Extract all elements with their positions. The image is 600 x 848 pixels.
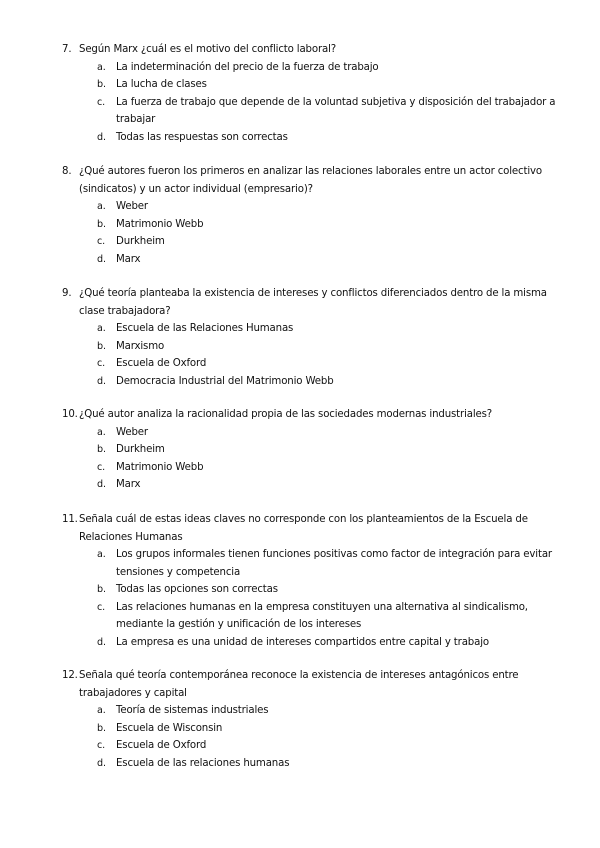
question-text: Señala cuál de estas ideas claves no corresponde con los planteamientos de la Escuela de Relaciones Humanas xyxy=(79,514,528,543)
question-heading xyxy=(62,406,562,424)
answer-option-a xyxy=(62,320,562,338)
option-letter: c. xyxy=(97,236,106,247)
option-letter: a. xyxy=(97,61,106,73)
option-text: La lucha de clases xyxy=(116,79,207,90)
option-letter: a. xyxy=(97,426,106,438)
answer-option-a xyxy=(62,198,562,216)
answer-option-d xyxy=(62,251,562,269)
option-text: La indeterminación del precio de la fuerza de trabajo xyxy=(116,61,379,73)
option-text: Escuela de las relaciones humanas xyxy=(116,757,290,769)
option-letter: d. xyxy=(97,757,106,769)
option-letter: a. xyxy=(97,705,106,716)
question-7 xyxy=(62,41,562,146)
option-letter: c. xyxy=(97,461,106,473)
answer-option-c xyxy=(62,233,562,251)
answer-option-c xyxy=(62,599,562,634)
option-letter: d. xyxy=(97,253,106,265)
question-text: Según Marx ¿cuál es el motivo del conflicto laboral? xyxy=(79,44,337,55)
question-heading xyxy=(62,163,562,198)
answer-option-a xyxy=(62,702,562,720)
answer-options xyxy=(62,320,562,390)
question-number: 8. xyxy=(62,166,72,177)
question-10 xyxy=(62,406,562,494)
question-number: 9. xyxy=(62,288,72,299)
answer-option-b xyxy=(62,581,562,599)
answer-options xyxy=(62,702,562,772)
question-number: 12. xyxy=(62,670,78,681)
option-text: Durkheim xyxy=(116,444,165,455)
option-letter: b. xyxy=(97,722,106,734)
option-text: Todas las respuestas son correctas xyxy=(116,131,288,143)
question-heading xyxy=(62,41,562,59)
option-text: Escuela de Oxford xyxy=(116,740,207,751)
answer-option-c xyxy=(62,355,562,373)
option-text: Marx xyxy=(116,253,141,265)
question-8 xyxy=(62,163,562,268)
option-text: Las relaciones humanas en la empresa constituyen una alternativa al sindicalismo, mediante la gestión y unificación de los intereses xyxy=(116,601,528,630)
answer-options xyxy=(62,424,562,494)
option-letter: a. xyxy=(97,323,106,334)
question-number: 7. xyxy=(62,44,72,55)
answer-option-a xyxy=(62,546,562,581)
question-heading xyxy=(62,667,562,702)
answer-option-b xyxy=(62,441,562,459)
answer-option-d xyxy=(62,476,562,494)
option-text: Matrimonio Webb xyxy=(116,461,204,473)
question-12 xyxy=(62,667,562,772)
option-letter: b. xyxy=(97,79,106,90)
option-text: Escuela de Wisconsin xyxy=(116,722,223,734)
question-text: Señala qué teoría contemporánea reconoce la existencia de intereses antagónicos entre trabajadores y capital xyxy=(79,670,519,699)
option-letter: b. xyxy=(97,584,106,595)
option-letter: b. xyxy=(97,218,106,230)
option-letter: c. xyxy=(97,358,106,369)
option-text: La fuerza de trabajo que depende de la voluntad subjetiva y disposición del trabajador a trabajar xyxy=(116,96,556,125)
answer-option-b xyxy=(62,216,562,234)
option-letter: c. xyxy=(97,96,106,108)
answer-option-d xyxy=(62,755,562,773)
option-text: Marxismo xyxy=(116,340,165,352)
option-text: Weber xyxy=(116,201,148,212)
option-text: La empresa es una unidad de intereses compartidos entre capital y trabajo xyxy=(116,636,489,648)
option-text: Weber xyxy=(116,426,148,438)
answer-option-b xyxy=(62,338,562,356)
option-letter: d. xyxy=(97,131,106,143)
option-text: Matrimonio Webb xyxy=(116,218,204,230)
question-heading xyxy=(62,511,562,546)
question-number: 10. xyxy=(62,409,78,420)
option-letter: b. xyxy=(97,444,106,455)
answer-option-b xyxy=(62,720,562,738)
answer-option-d xyxy=(62,373,562,391)
option-letter: d. xyxy=(97,479,106,490)
answer-option-d xyxy=(62,129,562,147)
option-text: Democracia Industrial del Matrimonio Webb xyxy=(116,375,334,387)
question-heading xyxy=(62,285,562,320)
answer-options xyxy=(62,546,562,651)
answer-options xyxy=(62,198,562,268)
question-11 xyxy=(62,511,562,651)
option-letter: c. xyxy=(97,601,106,613)
answer-option-c xyxy=(62,459,562,477)
option-letter: b. xyxy=(97,340,106,352)
option-text: Escuela de Oxford xyxy=(116,358,207,369)
answer-option-a xyxy=(62,424,562,442)
question-9 xyxy=(62,285,562,390)
option-letter: c. xyxy=(97,740,106,751)
option-text: Los grupos informales tienen funciones positivas como factor de integración para evitar tensiones y competencia xyxy=(116,549,552,578)
question-number: 11. xyxy=(62,514,78,525)
question-text: ¿Qué autor analiza la racionalidad propia de las sociedades modernas industriales? xyxy=(79,409,493,420)
answer-option-c xyxy=(62,737,562,755)
option-letter: d. xyxy=(97,636,106,648)
answer-option-c xyxy=(62,94,562,129)
option-text: Escuela de las Relaciones Humanas xyxy=(116,323,294,334)
question-text: ¿Qué teoría planteaba la existencia de intereses y conflictos diferenciados dentro de la misma clase trabajadora? xyxy=(79,288,547,317)
option-text: Durkheim xyxy=(116,236,165,247)
option-text: Marx xyxy=(116,479,141,490)
option-letter: a. xyxy=(97,201,106,212)
option-letter: a. xyxy=(97,549,106,560)
answer-options xyxy=(62,59,562,147)
option-text: Todas las opciones son correctas xyxy=(116,584,278,595)
option-text: Teoría de sistemas industriales xyxy=(116,705,269,716)
answer-option-a xyxy=(62,59,562,77)
question-text: ¿Qué autores fueron los primeros en analizar las relaciones laborales entre un actor colectivo (sindicatos) y un actor individual (empresario)? xyxy=(79,166,542,195)
answer-option-d xyxy=(62,634,562,652)
option-letter: d. xyxy=(97,375,106,387)
answer-option-b xyxy=(62,76,562,94)
